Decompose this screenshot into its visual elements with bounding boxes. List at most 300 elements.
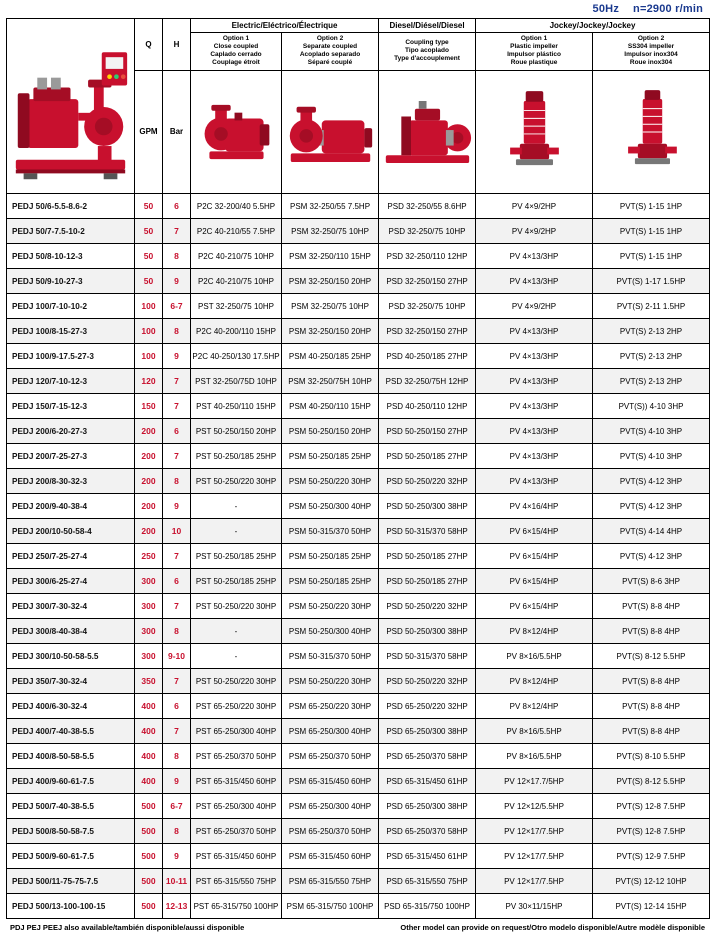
row-jockey-option1: PV 4×16/4HP (476, 494, 593, 519)
row-q: 300 (135, 619, 163, 644)
row-jockey-option2: PVT(S) 12-8 7.5HP (593, 794, 710, 819)
header-jockey-option2-sub2: Roue inox304 (629, 59, 673, 67)
table-row[interactable] (7, 444, 710, 469)
row-diesel: PSD 32-250/55 8.6HP (379, 194, 476, 219)
row-electric-option1: PST 32-250/75D 10HP (191, 369, 282, 394)
row-electric-option1: PST 50-250/150 20HP (191, 419, 282, 444)
table-row[interactable] (7, 894, 710, 919)
row-h: 6 (163, 419, 191, 444)
header-h: H (163, 19, 191, 71)
row-electric-option2: PSM 50-315/370 50HP (282, 644, 379, 669)
row-electric-option1: PST 65-250/370 50HP (191, 744, 282, 769)
row-jockey-option1: PV 6×15/4HP (476, 594, 593, 619)
row-diesel: PSD 65-315/550 75HP (379, 869, 476, 894)
row-electric-option2: PSM 32-250/55 7.5HP (282, 194, 379, 219)
row-electric-option2: PSM 32-250/110 15HP (282, 244, 379, 269)
header-electric-option2 (282, 33, 379, 71)
row-model: PEDJ 300/10-50-58-5.5 (7, 644, 135, 669)
header-jockey-option2-opt: Option 2 (637, 35, 665, 42)
row-electric-option1: PST 50-250/220 30HP (191, 469, 282, 494)
row-electric-option2: PSM 40-250/185 25HP (282, 344, 379, 369)
row-diesel: PSD 50-250/185 27HP (379, 569, 476, 594)
row-jockey-option2: PVT(S) 4-12 3HP (593, 544, 710, 569)
row-electric-option2: PSM 50-250/185 25HP (282, 569, 379, 594)
row-model: PEDJ 500/11-75-75-7.5 (7, 869, 135, 894)
row-q: 300 (135, 594, 163, 619)
frequency-label: 50Hz (592, 3, 620, 15)
row-electric-option1: - (191, 644, 282, 669)
row-electric-option2: PSM 32-250/150 20HP (282, 319, 379, 344)
row-q: 50 (135, 269, 163, 294)
row-electric-option2: PSM 65-250/220 30HP (282, 694, 379, 719)
row-h: 7 (163, 544, 191, 569)
row-model: PEDJ 300/7-30-32-4 (7, 594, 135, 619)
row-model: PEDJ 200/7-25-27-3 (7, 444, 135, 469)
row-jockey-option1: PV 4×9/2HP (476, 219, 593, 244)
table-row[interactable] (7, 294, 710, 319)
row-model: PEDJ 50/6-5.5-8.6-2 (7, 194, 135, 219)
row-diesel: PSD 50-250/300 38HP (379, 494, 476, 519)
row-model: PEDJ 50/9-10-27-3 (7, 269, 135, 294)
row-model: PEDJ 200/6-20-27-3 (7, 419, 135, 444)
header-jockey-option2-sub1: Impulsor inox304 (624, 51, 678, 59)
pump-selection-table (6, 18, 710, 919)
row-h: 10-11 (163, 869, 191, 894)
row-jockey-option1: PV 8×12/4HP (476, 619, 593, 644)
table-row[interactable] (7, 869, 710, 894)
row-model: PEDJ 400/9-60-61-7.5 (7, 769, 135, 794)
row-jockey-option2: PVT(S) 8-8 4HP (593, 694, 710, 719)
row-electric-option2: PSM 50-315/370 50HP (282, 519, 379, 544)
row-jockey-option2: PVT(S) 8-10 5.5HP (593, 744, 710, 769)
row-q: 500 (135, 819, 163, 844)
row-electric-option1: PST 65-315/450 60HP (191, 769, 282, 794)
row-electric-option1: PST 65-315/750 100HP (191, 894, 282, 919)
row-q: 250 (135, 544, 163, 569)
row-jockey-option1: PV 8×12/4HP (476, 694, 593, 719)
diesel-pump-image-cell (379, 70, 476, 194)
header-jockey-option1 (476, 33, 593, 71)
row-electric-option1: PST 65-250/300 40HP (191, 719, 282, 744)
header-jockey-option2 (593, 33, 710, 71)
header-electric-option1-sub2: Couplage étroit (212, 59, 260, 67)
row-electric-option1: PST 65-315/550 75HP (191, 869, 282, 894)
row-electric-option1: PST 65-250/300 40HP (191, 794, 282, 819)
row-jockey-option2: PVT(S) 1-15 1HP (593, 244, 710, 269)
table-row[interactable] (7, 569, 710, 594)
header-electric-option2-opt: Option 2 (316, 35, 344, 42)
row-h: 9-10 (163, 644, 191, 669)
row-jockey-option2: PVT(S) 2-13 2HP (593, 319, 710, 344)
row-electric-option1: P2C 40-250/130 17.5HP (191, 344, 282, 369)
row-h: 6 (163, 569, 191, 594)
row-jockey-option1: PV 12×17/7.5HP (476, 819, 593, 844)
row-q: 200 (135, 519, 163, 544)
row-jockey-option1: PV 4×13/3HP (476, 394, 593, 419)
row-h: 9 (163, 494, 191, 519)
row-h: 6-7 (163, 294, 191, 319)
row-model: PEDJ 100/8-15-27-3 (7, 319, 135, 344)
header-diesel-title: Coupling type (405, 39, 449, 47)
row-h: 7 (163, 594, 191, 619)
row-model: PEDJ 300/8-40-38-4 (7, 619, 135, 644)
row-electric-option1: PST 50-250/220 30HP (191, 669, 282, 694)
row-jockey-option2: PVT(S) 2-13 2HP (593, 344, 710, 369)
header-q: Q (135, 19, 163, 71)
row-electric-option2: PSM 50-250/220 30HP (282, 669, 379, 694)
row-jockey-option2: PVT(S) 4-12 3HP (593, 469, 710, 494)
row-electric-option2: PSM 50-250/220 30HP (282, 594, 379, 619)
row-jockey-option2: PVT(S) 8-8 4HP (593, 719, 710, 744)
row-jockey-option1: PV 4×13/3HP (476, 319, 593, 344)
row-diesel: PSD 50-250/220 32HP (379, 469, 476, 494)
electric-close-coupled-image-cell (191, 70, 282, 194)
table-row[interactable] (7, 519, 710, 544)
row-electric-option1: - (191, 519, 282, 544)
row-h: 7 (163, 369, 191, 394)
row-q: 350 (135, 669, 163, 694)
row-jockey-option2: PVT(S) 8-8 4HP (593, 669, 710, 694)
row-h: 8 (163, 244, 191, 269)
row-electric-option1: P2C 40-200/110 15HP (191, 319, 282, 344)
row-jockey-option2: PVT(S) 12-14 15HP (593, 894, 710, 919)
row-jockey-option1: PV 4×13/3HP (476, 269, 593, 294)
row-h: 8 (163, 619, 191, 644)
row-jockey-option1: PV 12×12/5.5HP (476, 794, 593, 819)
table-row[interactable] (7, 769, 710, 794)
header-diesel-sub1: Tipo acoplado (405, 47, 449, 55)
table-row[interactable] (7, 219, 710, 244)
row-diesel: PSD 65-250/370 58HP (379, 819, 476, 844)
row-diesel: PSD 50-315/370 58HP (379, 644, 476, 669)
row-electric-option1: - (191, 619, 282, 644)
table-row[interactable] (7, 319, 710, 344)
table-row[interactable] (7, 794, 710, 819)
header-electric-option2-title: Separate coupled (302, 43, 358, 51)
row-diesel: PSD 65-315/450 61HP (379, 844, 476, 869)
row-diesel: PSD 32-250/150 27HP (379, 319, 476, 344)
row-jockey-option1: PV 6×15/4HP (476, 544, 593, 569)
row-jockey-option1: PV 8×12/4HP (476, 669, 593, 694)
row-diesel: PSD 50-250/220 32HP (379, 594, 476, 619)
row-h: 9 (163, 769, 191, 794)
header-electric-option2-sub2: Séparé couplé (307, 59, 353, 67)
row-model: PEDJ 200/8-30-32-3 (7, 469, 135, 494)
row-q: 400 (135, 744, 163, 769)
row-diesel: PSD 32-250/110 12HP (379, 244, 476, 269)
header-q-unit: GPM (135, 70, 163, 194)
speed-label: n=2900 r/min (633, 3, 703, 15)
row-model: PEDJ 300/6-25-27-4 (7, 569, 135, 594)
row-jockey-option1: PV 12×17/7.5HP (476, 869, 593, 894)
table-row[interactable] (7, 669, 710, 694)
row-q: 50 (135, 244, 163, 269)
row-h: 10 (163, 519, 191, 544)
row-model: PEDJ 500/8-50-58-7.5 (7, 819, 135, 844)
table-row[interactable] (7, 244, 710, 269)
electric-separate-coupled-image-cell (282, 70, 379, 194)
row-electric-option2: PSM 50-250/185 25HP (282, 444, 379, 469)
row-electric-option1: P2C 40-210/75 10HP (191, 269, 282, 294)
row-electric-option2: PSM 50-250/150 20HP (282, 419, 379, 444)
row-diesel: PSD 65-315/750 100HP (379, 894, 476, 919)
table-row[interactable] (7, 844, 710, 869)
row-jockey-option2: PVT(S) 8-8 4HP (593, 619, 710, 644)
row-electric-option1: - (191, 494, 282, 519)
row-jockey-option1: PV 4×13/3HP (476, 469, 593, 494)
row-jockey-option1: PV 4×13/3HP (476, 419, 593, 444)
row-jockey-option1: PV 8×16/5.5HP (476, 644, 593, 669)
header-jockey-option1-title: Plastic impeller (510, 43, 558, 51)
header-electric-option1-opt: Option 1 (222, 35, 250, 42)
table-row[interactable] (7, 194, 710, 219)
row-q: 120 (135, 369, 163, 394)
table-row[interactable] (7, 619, 710, 644)
row-q: 400 (135, 719, 163, 744)
row-jockey-option2: PVT(S) 12-8 7.5HP (593, 819, 710, 844)
row-electric-option2: PSM 32-250/75 10HP (282, 294, 379, 319)
row-electric-option1: PST 50-250/185 25HP (191, 544, 282, 569)
row-model: PEDJ 200/9-40-38-4 (7, 494, 135, 519)
row-q: 200 (135, 469, 163, 494)
row-q: 200 (135, 444, 163, 469)
row-electric-option2: PSM 50-250/220 30HP (282, 469, 379, 494)
row-jockey-option2: PVT(S) 1-15 1HP (593, 194, 710, 219)
row-jockey-option2: PVT(S) 4-12 3HP (593, 494, 710, 519)
row-q: 100 (135, 344, 163, 369)
row-diesel: PSD 50-250/150 27HP (379, 419, 476, 444)
table-row[interactable] (7, 594, 710, 619)
row-model: PEDJ 400/7-40-38-5.5 (7, 719, 135, 744)
row-jockey-option1: PV 12×17/7.5HP (476, 844, 593, 869)
row-model: PEDJ 500/9-60-61-7.5 (7, 844, 135, 869)
row-q: 200 (135, 494, 163, 519)
row-jockey-option1: PV 30×11/15HP (476, 894, 593, 919)
row-h: 9 (163, 269, 191, 294)
row-electric-option2: PSM 65-250/300 40HP (282, 794, 379, 819)
table-row[interactable] (7, 469, 710, 494)
row-jockey-option1: PV 4×13/3HP (476, 444, 593, 469)
row-model: PEDJ 400/8-50-58-5.5 (7, 744, 135, 769)
header-jockey-option1-sub2: Roue plastique (510, 59, 558, 67)
row-diesel: PSD 50-250/220 32HP (379, 669, 476, 694)
row-electric-option1: PST 65-315/450 60HP (191, 844, 282, 869)
row-h: 6 (163, 694, 191, 719)
row-q: 300 (135, 644, 163, 669)
row-electric-option2: PSM 65-315/550 75HP (282, 869, 379, 894)
row-electric-option1: PST 50-250/185 25HP (191, 569, 282, 594)
row-jockey-option1: PV 8×16/5.5HP (476, 719, 593, 744)
main-product-image-cell (7, 19, 135, 194)
row-q: 100 (135, 294, 163, 319)
row-electric-option1: PST 65-250/220 30HP (191, 694, 282, 719)
row-jockey-option1: PV 4×9/2HP (476, 294, 593, 319)
row-h: 12-13 (163, 894, 191, 919)
row-diesel: PSD 40-250/185 27HP (379, 344, 476, 369)
header-electric-option1-sub1: Caplado cerrado (210, 51, 262, 59)
row-diesel: PSD 50-250/300 38HP (379, 619, 476, 644)
row-electric-option2: PSM 32-250/75H 10HP (282, 369, 379, 394)
row-h: 9 (163, 344, 191, 369)
header-group-diesel: Diesel/Diésel/Diesel (379, 19, 476, 33)
row-q: 500 (135, 869, 163, 894)
row-jockey-option2: PVT(S) 1-15 1HP (593, 219, 710, 244)
row-electric-option1: PST 50-250/185 25HP (191, 444, 282, 469)
header-group-row (7, 19, 710, 33)
row-jockey-option2: PVT(S) 4-14 4HP (593, 519, 710, 544)
footer-left-note: PDJ PEJ PEEJ also available/también disponible/aussi disponible (10, 923, 245, 932)
row-electric-option2: PSM 65-315/750 100HP (282, 894, 379, 919)
row-diesel: PSD 40-250/110 12HP (379, 394, 476, 419)
row-model: PEDJ 50/8-10-12-3 (7, 244, 135, 269)
row-diesel: PSD 65-250/300 38HP (379, 794, 476, 819)
row-electric-option2: PSM 32-250/75 10HP (282, 219, 379, 244)
footer (6, 919, 709, 932)
row-model: PEDJ 500/7-40-38-5.5 (7, 794, 135, 819)
row-electric-option2: PSM 50-250/185 25HP (282, 544, 379, 569)
row-electric-option1: PST 40-250/110 15HP (191, 394, 282, 419)
vertical-multistage-ss-pump-icon (594, 86, 708, 178)
table-row[interactable] (7, 344, 710, 369)
diesel-coupled-pump-icon (380, 86, 474, 178)
row-jockey-option1: PV 8×16/5.5HP (476, 744, 593, 769)
row-jockey-option2: PVT(S) 8-12 5.5HP (593, 769, 710, 794)
row-model: PEDJ 200/10-50-58-4 (7, 519, 135, 544)
row-diesel: PSD 50-250/185 27HP (379, 444, 476, 469)
header-group-electric: Electric/Eléctrico/Électrique (191, 19, 379, 33)
row-model: PEDJ 250/7-25-27-4 (7, 544, 135, 569)
row-electric-option2: PSM 50-250/300 40HP (282, 494, 379, 519)
row-electric-option2: PSM 32-250/150 20HP (282, 269, 379, 294)
row-h: 7 (163, 219, 191, 244)
diesel-pump-set-image (8, 21, 133, 191)
row-jockey-option2: PVT(S) 12-12 10HP (593, 869, 710, 894)
row-electric-option2: PSM 65-315/450 60HP (282, 769, 379, 794)
header-jockey-option2-title: SS304 impeller (627, 43, 675, 51)
row-electric-option2: PSM 50-250/300 40HP (282, 619, 379, 644)
row-model: PEDJ 350/7-30-32-4 (7, 669, 135, 694)
top-bar (6, 0, 709, 18)
row-q: 200 (135, 419, 163, 444)
row-jockey-option1: PV 6×15/4HP (476, 569, 593, 594)
row-q: 50 (135, 219, 163, 244)
row-diesel: PSD 65-250/300 38HP (379, 719, 476, 744)
table-row[interactable] (7, 494, 710, 519)
row-diesel: PSD 32-250/75H 12HP (379, 369, 476, 394)
row-q: 100 (135, 319, 163, 344)
table-row[interactable] (7, 644, 710, 669)
row-electric-option1: P2C 32-200/40 5.5HP (191, 194, 282, 219)
table-row[interactable] (7, 269, 710, 294)
row-h: 9 (163, 844, 191, 869)
row-electric-option2: PSM 65-250/370 50HP (282, 744, 379, 769)
row-electric-option1: P2C 40-210/75 10HP (191, 244, 282, 269)
row-jockey-option1: PV 4×13/3HP (476, 244, 593, 269)
header-h-unit: Bar (163, 70, 191, 194)
jockey-plastic-impeller-image-cell (476, 70, 593, 194)
row-q: 500 (135, 894, 163, 919)
row-model: PEDJ 50/7-7.5-10-2 (7, 219, 135, 244)
row-jockey-option2: PVT(S) 8-8 4HP (593, 594, 710, 619)
row-model: PEDJ 100/9-17.5-27-3 (7, 344, 135, 369)
header-electric-option1 (191, 33, 282, 71)
header-group-jockey: Jockey/Jockey/Jockey (476, 19, 710, 33)
row-diesel: PSD 50-250/185 27HP (379, 544, 476, 569)
row-jockey-option2: PVT(S) 4-10 3HP (593, 419, 710, 444)
header-electric-option2-sub1: Acoplado separado (299, 51, 361, 59)
row-h: 8 (163, 744, 191, 769)
table-row[interactable] (7, 694, 710, 719)
vertical-multistage-pump-icon (477, 86, 591, 178)
row-electric-option2: PSM 40-250/110 15HP (282, 394, 379, 419)
row-electric-option2: PSM 65-315/450 60HP (282, 844, 379, 869)
row-electric-option2: PSM 65-250/370 50HP (282, 819, 379, 844)
header-jockey-option1-opt: Option 1 (520, 35, 548, 42)
row-model: PEDJ 150/7-15-12-3 (7, 394, 135, 419)
table-row[interactable] (7, 744, 710, 769)
table-row[interactable] (7, 419, 710, 444)
row-electric-option1: P2C 40-210/55 7.5HP (191, 219, 282, 244)
row-electric-option1: PST 65-250/370 50HP (191, 819, 282, 844)
table-row[interactable] (7, 819, 710, 844)
row-jockey-option2: PVT(S)) 4-10 3HP (593, 394, 710, 419)
row-jockey-option2: PVT(S) 4-10 3HP (593, 444, 710, 469)
row-jockey-option1: PV 12×17.7/5HP (476, 769, 593, 794)
header-diesel-sub2: Type d'accouplement (394, 55, 460, 63)
row-q: 500 (135, 844, 163, 869)
row-electric-option1: PST 32-250/75 10HP (191, 294, 282, 319)
row-jockey-option2: PVT(S) 2-11 1.5HP (593, 294, 710, 319)
row-diesel: PSD 32-250/75 10HP (379, 219, 476, 244)
row-jockey-option2: PVT(S) 12-9 7.5HP (593, 844, 710, 869)
table-row[interactable] (7, 544, 710, 569)
row-diesel: PSD 32-250/150 27HP (379, 269, 476, 294)
row-electric-option2: PSM 65-250/300 40HP (282, 719, 379, 744)
row-h: 7 (163, 444, 191, 469)
row-jockey-option2: PVT(S) 8-12 5.5HP (593, 644, 710, 669)
footer-right-note: Other model can provide on request/Otro modelo disponible/Autre modèle disponible (400, 923, 705, 932)
row-q: 400 (135, 769, 163, 794)
row-jockey-option1: PV 6×15/4HP (476, 519, 593, 544)
row-jockey-option2: PVT(S) 2-13 2HP (593, 369, 710, 394)
row-model: PEDJ 100/7-10-10-2 (7, 294, 135, 319)
row-h: 6-7 (163, 794, 191, 819)
header-diesel-coupling (379, 33, 476, 71)
row-jockey-option2: PVT(S) 1-17 1.5HP (593, 269, 710, 294)
row-jockey-option1: PV 4×13/3HP (476, 344, 593, 369)
row-q: 500 (135, 794, 163, 819)
row-h: 8 (163, 469, 191, 494)
row-diesel: PSD 32-250/75 10HP (379, 294, 476, 319)
table-row[interactable] (7, 369, 710, 394)
row-h: 7 (163, 394, 191, 419)
row-q: 150 (135, 394, 163, 419)
table-row[interactable] (7, 394, 710, 419)
row-diesel: PSD 65-250/370 58HP (379, 744, 476, 769)
row-model: PEDJ 400/6-30-32-4 (7, 694, 135, 719)
header-jockey-option1-sub1: Impulsor plástico (507, 51, 561, 59)
header-electric-option1-title: Close coupled (213, 43, 259, 51)
row-model: PEDJ 120/7-10-12-3 (7, 369, 135, 394)
row-h: 8 (163, 319, 191, 344)
row-electric-option1: PST 50-250/220 30HP (191, 594, 282, 619)
row-diesel: PSD 65-315/450 61HP (379, 769, 476, 794)
row-q: 300 (135, 569, 163, 594)
row-jockey-option1: PV 4×9/2HP (476, 194, 593, 219)
row-diesel: PSD 50-315/370 58HP (379, 519, 476, 544)
row-q: 400 (135, 694, 163, 719)
table-row[interactable] (7, 719, 710, 744)
